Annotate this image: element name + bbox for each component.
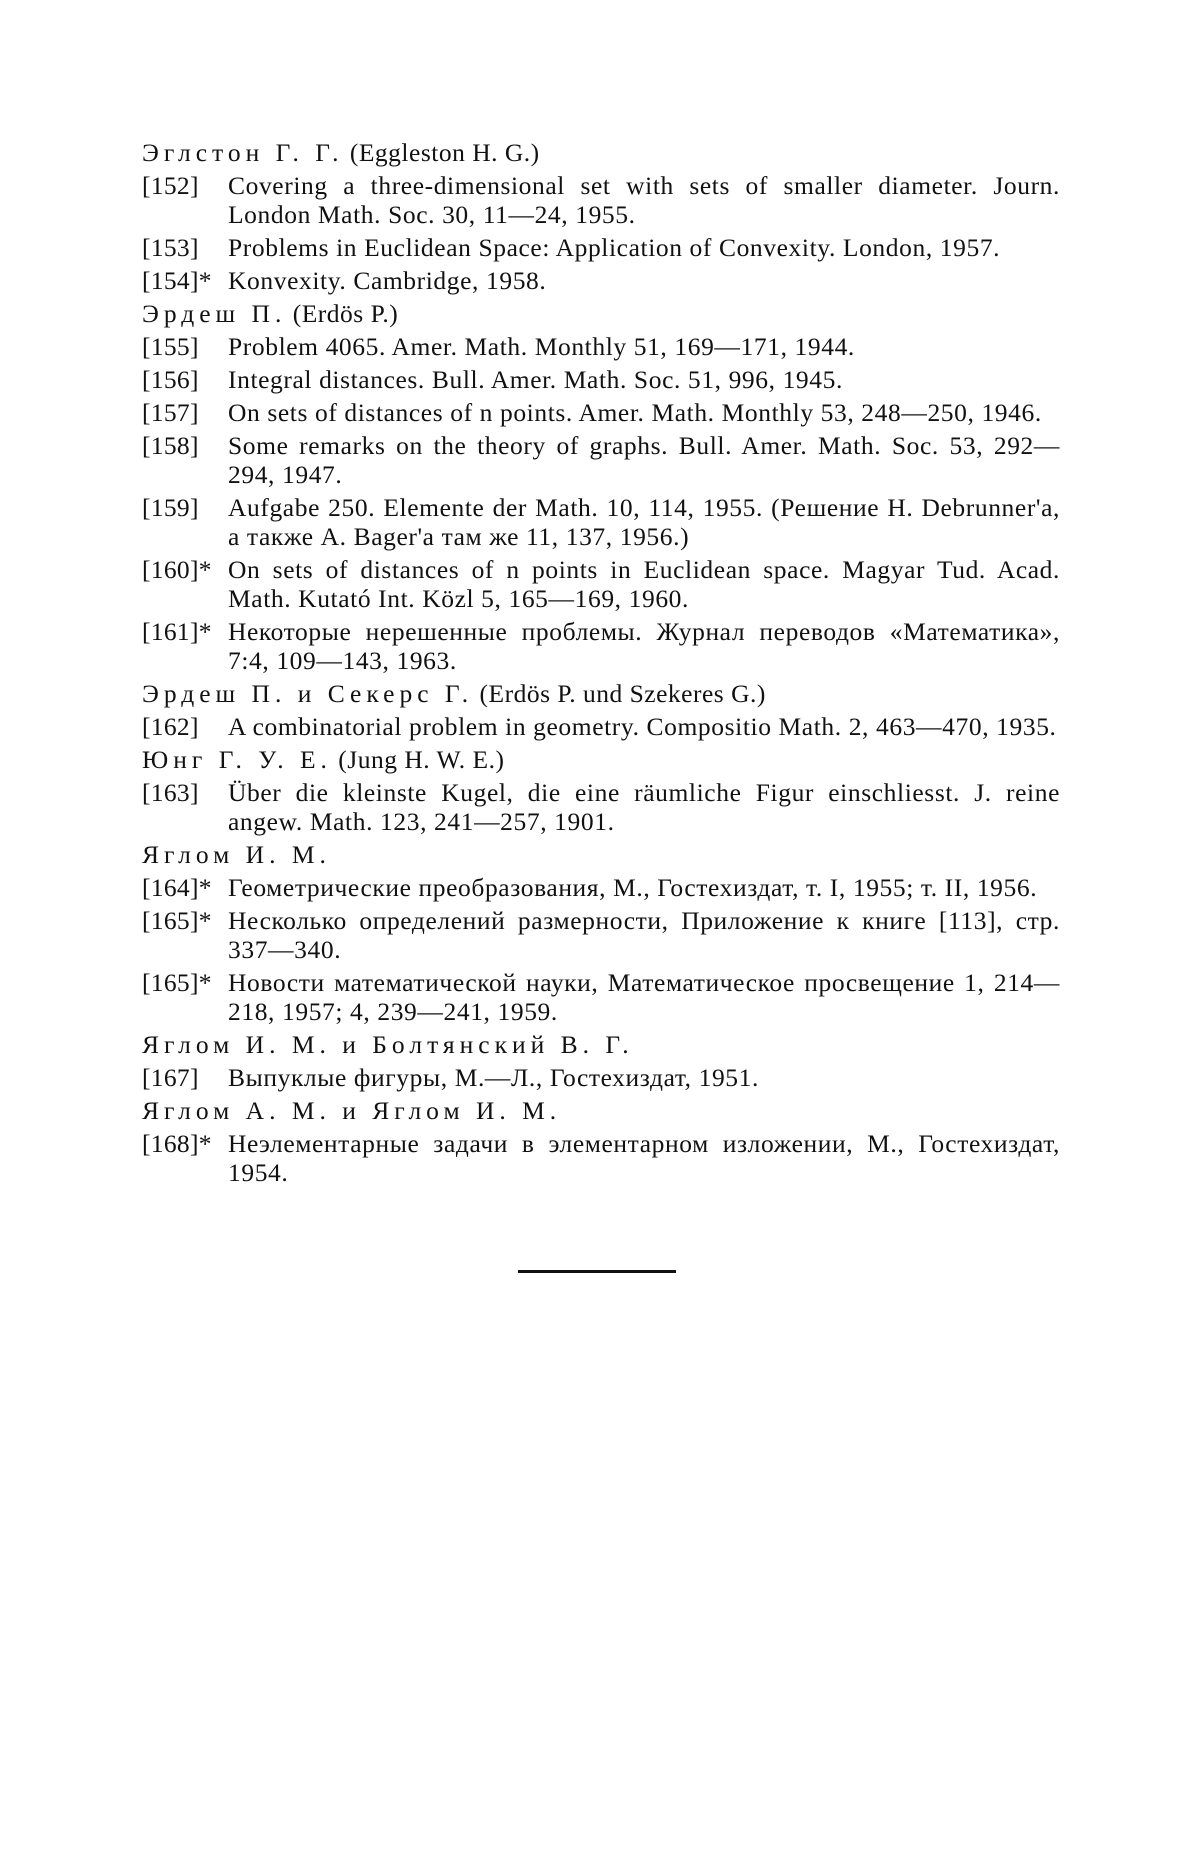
reference-number: [154]* bbox=[142, 266, 212, 295]
reference-text: Integral distances. Bull. Amer. Math. Soc. 51, 996, 1945. bbox=[228, 365, 843, 394]
reference-number: [152] bbox=[142, 171, 199, 200]
reference-number: [153] bbox=[142, 233, 199, 262]
reference-entry bbox=[142, 555, 1060, 613]
reference-number: [167] bbox=[142, 1063, 199, 1092]
author-name-latin: (Jung H. W. E.) bbox=[338, 745, 505, 774]
bibliography-list bbox=[142, 138, 1060, 1191]
reference-entry bbox=[142, 266, 1060, 295]
reference-text: On sets of distances of n points in Euclidean space. Magyar Tud. Acad. Math. Kutató Int. Közl 5, 165—169, 1960. bbox=[228, 555, 1060, 613]
reference-text: A combinatorial problem in geometry. Compositio Math. 2, 463—470, 1935. bbox=[228, 712, 1057, 741]
author-heading bbox=[142, 299, 1060, 328]
reference-number: [159] bbox=[142, 493, 199, 522]
reference-entry bbox=[142, 617, 1060, 675]
author-heading bbox=[142, 745, 1060, 774]
reference-entry bbox=[142, 906, 1060, 964]
author-name-russian: Юнг Г. У. Е. bbox=[142, 745, 332, 774]
reference-text: Über die kleinste Kugel, die eine räumliche Figur einschliesst. J. reine angew. Math. 123, 241—257, 1901. bbox=[228, 778, 1060, 836]
author-heading bbox=[142, 679, 1060, 708]
reference-entry bbox=[142, 398, 1060, 427]
end-of-list-rule bbox=[518, 1270, 676, 1273]
reference-number: [165]* bbox=[142, 968, 212, 997]
author-name-russian: Эрдеш П. и Секерс Г. bbox=[142, 679, 474, 708]
reference-entry bbox=[142, 1129, 1060, 1187]
reference-entry bbox=[142, 332, 1060, 361]
reference-entry bbox=[142, 712, 1060, 741]
reference-text: Konvexity. Cambridge, 1958. bbox=[228, 266, 547, 295]
reference-text: On sets of distances of n points. Amer. Math. Monthly 53, 248—250, 1946. bbox=[228, 398, 1042, 427]
reference-entry bbox=[142, 778, 1060, 836]
author-heading bbox=[142, 1030, 1060, 1059]
reference-number: [164]* bbox=[142, 873, 212, 902]
reference-text: Неэлементарные задачи в элементарном изложении, М., Гостехиздат, 1954. bbox=[228, 1129, 1060, 1187]
reference-text: Problems in Euclidean Space: Application of Convexity. London, 1957. bbox=[228, 233, 1001, 262]
reference-text: Выпуклые фигуры, М.—Л., Гостехиздат, 1951. bbox=[228, 1063, 759, 1092]
reference-entry bbox=[142, 171, 1060, 229]
reference-number: [161]* bbox=[142, 617, 212, 646]
author-heading bbox=[142, 1096, 1060, 1125]
reference-number: [160]* bbox=[142, 555, 212, 584]
reference-text: Problem 4065. Amer. Math. Monthly 51, 169—171, 1944. bbox=[228, 332, 855, 361]
author-name-russian: Эглстон Г. Г. bbox=[142, 138, 344, 167]
reference-text: Геометрические преобразования, М., Гостехиздат, т. I, 1955; т. II, 1956. bbox=[228, 873, 1038, 902]
author-name-russian: Яглом И. М. bbox=[142, 840, 331, 869]
reference-entry bbox=[142, 493, 1060, 551]
author-name-latin: (Erdös P.) bbox=[292, 299, 399, 328]
reference-text: Aufgabe 250. Elemente der Math. 10, 114, 1955. (Решение H. Debrunner'a, а также A. Bager'a там же 11, 137, 1956.) bbox=[228, 493, 1060, 551]
reference-entry bbox=[142, 431, 1060, 489]
reference-text: Some remarks on the theory of graphs. Bull. Amer. Math. Soc. 53, 292—294, 1947. bbox=[228, 431, 1060, 489]
reference-number: [163] bbox=[142, 778, 199, 807]
reference-entry bbox=[142, 873, 1060, 902]
reference-entry bbox=[142, 1063, 1060, 1092]
reference-number: [155] bbox=[142, 332, 199, 361]
reference-entry bbox=[142, 233, 1060, 262]
author-heading bbox=[142, 840, 1060, 869]
reference-number: [165]* bbox=[142, 906, 212, 935]
reference-text: Новости математической науки, Математическое просвещение 1, 214—218, 1957; 4, 239—241, 1959. bbox=[228, 968, 1060, 1026]
reference-number: [157] bbox=[142, 398, 199, 427]
reference-number: [156] bbox=[142, 365, 199, 394]
author-name-russian: Яглом А. М. и Яглом И. М. bbox=[142, 1096, 562, 1125]
reference-text: Несколько определений размерности, Приложение к книге [113], стр. 337—340. bbox=[228, 906, 1060, 964]
reference-number: [168]* bbox=[142, 1129, 212, 1158]
author-name-latin: (Erdös P. und Szekeres G.) bbox=[479, 679, 766, 708]
reference-number: [158] bbox=[142, 431, 199, 460]
reference-text: Некоторые нерешенные проблемы. Журнал переводов «Математика», 7:4, 109—143, 1963. bbox=[228, 617, 1060, 675]
author-name-russian: Яглом И. М. и Болтянский В. Г. bbox=[142, 1030, 634, 1059]
author-heading bbox=[142, 138, 1060, 167]
reference-entry bbox=[142, 365, 1060, 394]
reference-number: [162] bbox=[142, 712, 199, 741]
reference-text: Covering a three-dimensional set with sets of smaller diameter. Journ. London Math. Soc. 30, 11—24, 1955. bbox=[228, 171, 1060, 229]
author-name-latin: (Eggleston H. G.) bbox=[349, 138, 540, 167]
author-name-russian: Эрдеш П. bbox=[142, 299, 287, 328]
reference-entry bbox=[142, 968, 1060, 1026]
